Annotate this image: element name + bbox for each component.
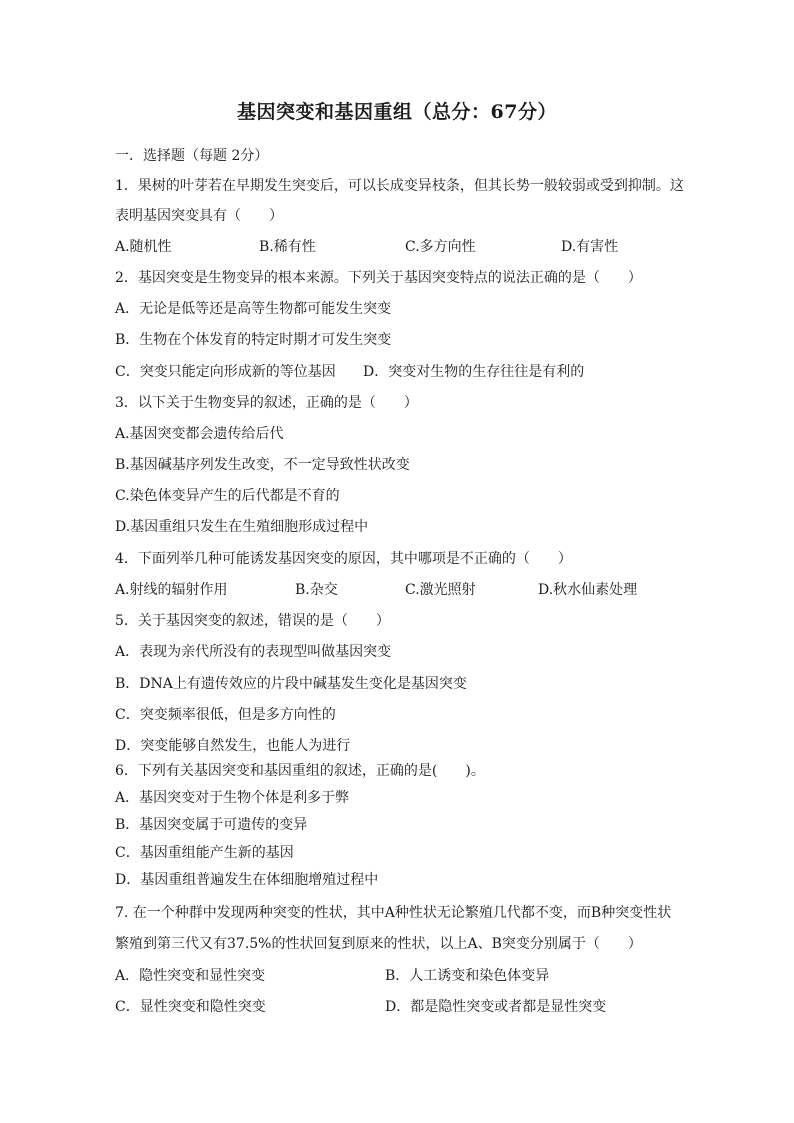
- q7-option-a: A．隐性突变和显性突变: [115, 968, 266, 984]
- q7-stem-line2: 繁殖到第三代又有37.5%的性状回复到原来的性状，以上A、B突变分别属于（ ）: [115, 936, 642, 952]
- q6-option-d: D．基因重组普遍发生在体细胞增殖过程中: [115, 872, 379, 888]
- q3-option-a: A.基因突变都会遗传给后代: [115, 426, 284, 442]
- q3-option-c: C.染色体变异产生的后代都是不育的: [115, 488, 340, 504]
- q1-option-c: C.多方向性: [405, 239, 476, 255]
- q7-stem-line1: 7. 在一个种群中发现两种突变的性状，其中A种性状无论繁殖几代都不变，而B种突变性状: [115, 905, 672, 921]
- q3-option-b: B.基因碱基序列发生改变，不一定导致性状改变: [115, 457, 410, 473]
- q1-option-b: B.稀有性: [259, 239, 316, 255]
- q2-option-c: C．突变只能定向形成新的等位基因: [115, 364, 336, 380]
- q6-stem: 6．下列有关基因突变和基因重组的叙述，正确的是( )。: [115, 763, 485, 779]
- q3-option-d: D.基因重组只发生在生殖细胞形成过程中: [115, 519, 369, 535]
- q5-option-a: A．表现为亲代所没有的表现型叫做基因突变: [115, 644, 392, 660]
- page-title: 基因突变和基因重组（总分：67分）: [237, 101, 557, 123]
- q6-option-c: C．基因重组能产生新的基因: [115, 845, 294, 861]
- q4-stem: 4．下面列举几种可能诱发基因突变的原因，其中哪项是不正确的（ ）: [115, 551, 572, 567]
- q1-option-a: A.随机性: [115, 239, 172, 255]
- q4-option-a: A.射线的辐射作用: [115, 582, 228, 598]
- q4-option-c: C.激光照射: [405, 582, 476, 598]
- q5-option-d: D．突变能够自然发生，也能人为进行: [115, 738, 351, 754]
- q5-option-c: C．突变频率很低，但是多方向性的: [115, 707, 336, 723]
- q5-stem: 5．关于基因突变的叙述，错误的是（ ）: [115, 613, 390, 629]
- q2-option-d: D．突变对生物的生存往往是有利的: [363, 364, 585, 380]
- q1-stem-line2: 表明基因突变具有（ ）: [115, 208, 283, 224]
- q3-stem: 3．以下关于生物变异的叙述，正确的是（ ）: [115, 395, 418, 411]
- q7-option-c: C．显性突变和隐性突变: [115, 999, 266, 1015]
- q1-stem-line1: 1．果树的叶芽若在早期发生突变后，可以长成变异枝条，但其长势一般较弱或受到抑制。这: [115, 178, 684, 194]
- q2-option-b: B．生物在个体发育的特定时期才可发生突变: [115, 332, 392, 348]
- q2-option-a: A．无论是低等还是高等生物都可能发生突变: [115, 301, 392, 317]
- q7-option-b: B．人工诱变和染色体变异: [385, 968, 550, 984]
- q5-option-b: B．DNA上有遗传效应的片段中碱基发生变化是基因突变: [115, 676, 467, 692]
- q1-option-d: D.有害性: [561, 239, 619, 255]
- q4-option-d: D.秋水仙素处理: [538, 582, 638, 598]
- section-heading: 一．选择题（每题 2分）: [115, 148, 269, 164]
- q6-option-a: A．基因突变对于生物个体是利多于弊: [115, 790, 350, 806]
- q4-option-b: B.杂交: [295, 582, 338, 598]
- q6-option-b: B．基因突变属于可遗传的变异: [115, 817, 308, 833]
- q2-stem: 2．基因突变是生物变异的根本来源。下列关于基因突变特点的说法正确的是（ ）: [115, 270, 642, 286]
- q7-option-d: D．都是隐性突变或者都是显性突变: [385, 999, 607, 1015]
